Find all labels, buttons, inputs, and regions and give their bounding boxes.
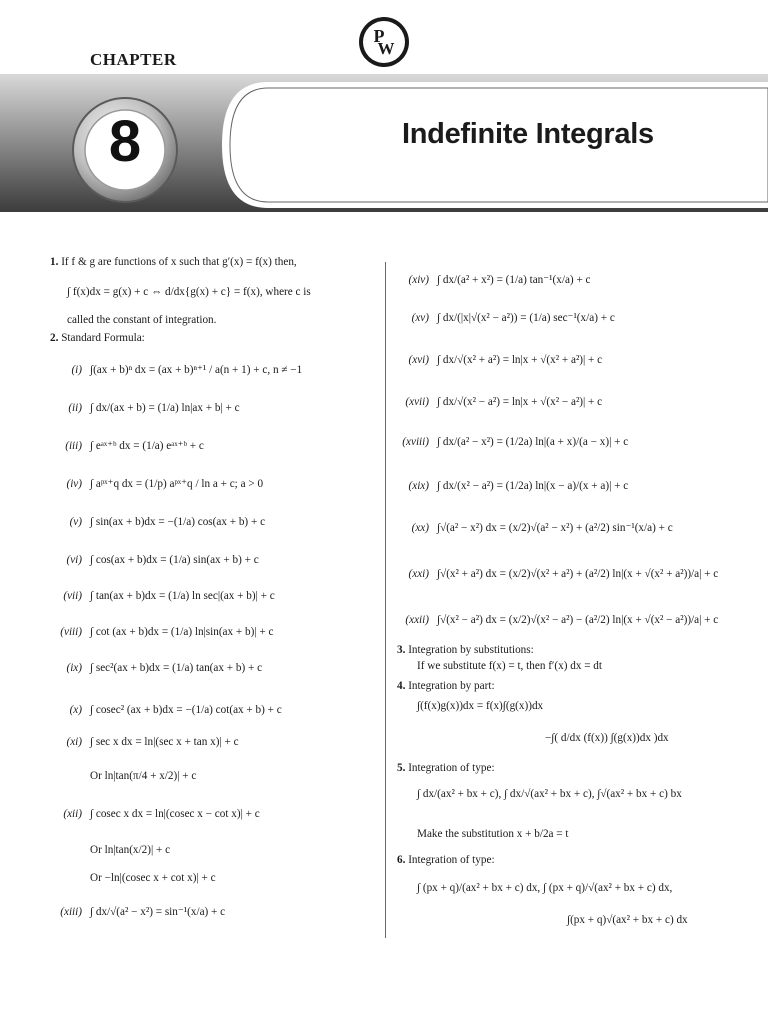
item-text: Standard Formula: [61,332,145,344]
formula-text: ∫√(x² + a²) dx = (x/2)√(x² + a²) + (a²/2) ln|(x + √(x² + a²))/a| + c [437,568,719,580]
formula-row [50,844,170,857]
formula-text: ∫ eᵃˣ⁺ᵇ dx = (1/a) eᵃˣ⁺ᵇ + c [90,440,204,452]
pw-logo-icon [357,15,411,69]
formula-row: (viii) ∫ cot (ax + b)dx = (1/a) ln|sin(ax + b)| + c [60,626,274,638]
formula-text: ∫ sec²(ax + b)dx = (1/a) tan(ax + b) + c [90,662,263,674]
formula-text: ∫ cosec x dx = ln|(cosec x − cot x)| + c [90,808,260,820]
formula-row: (iv) ∫ aᵖˣ⁺q dx = (1/p) aᵖˣ⁺q / ln a + c; a > 0 [66,478,264,490]
formula-text: ∫ aᵖˣ⁺q dx = (1/p) aᵖˣ⁺q / ln a + c; a > 0 [90,478,264,490]
formula-text: Or ln|tan(x/2)| + c [90,844,171,856]
chapter-header [0,0,768,220]
formula-row: (xx) ∫√(a² − x²) dx = (x/2)√(a² − x²) + (a²/2) sin⁻¹(x/a) + c [411,522,673,534]
item-1 [50,256,297,269]
formula-row: (xii) ∫ cosec x dx = ln|(cosec x − cot x)| + c [63,808,260,820]
svg-text:W: W [377,39,395,58]
formula-text: ∫ dx/√(x² − a²) = ln|x + √(x² − a²)| + c [437,396,603,408]
formula-row: (xxi) ∫√(x² + a²) dx = (x/2)√(x² + a²) + (a²/2) ln|(x + √(x² + a²))/a| + c [408,568,719,580]
item-3: 3. Integration by substitutions: [397,644,534,656]
svg-text:P: P [373,26,385,46]
formula-row: (xix) ∫ dx/(x² − a²) = (1/2a) ln|(x − a)/(x + a)| + c [408,480,629,492]
item-5: 5. Integration of type: [397,762,495,774]
formula-text: ∫√(a² − x²) dx = (x/2)√(a² − x²) + (a²/2) sin⁻¹(x/a) + c [437,522,673,534]
formula-row: (xxii) ∫√(x² − a²) dx = (x/2)√(x² − a²) − (a²/2) ln|(x + √(x² − a²))/a| + c [405,614,719,626]
formula-row: (xviii) ∫ dx/(a² − x²) = (1/2a) ln|(a + x)/(a − x)| + c [402,436,629,448]
formula-text: ∫ dx/√(a² − x²) = sin⁻¹(x/a) + c [90,906,226,918]
formula-row: (i) ∫(ax + b)ⁿ dx = (ax + b)ⁿ⁺¹ / a(n + 1) + c, n ≠ −1 [71,364,303,376]
item-3-body: If we substitute f(x) = t, then f′(x) dx = dt [417,660,603,672]
formula-row: (xiv) ∫ dx/(a² + x²) = (1/a) tan⁻¹(x/a) + c [408,274,591,286]
formula-text: ∫ cosec² (ax + b)dx = −(1/a) cot(ax + b) + c [90,704,282,716]
formula-row: (v) ∫ sin(ax + b)dx = −(1/a) cos(ax + b) + c [69,516,266,528]
formula-text: ∫ dx/(|x|√(x² − a²)) = (1/a) sec⁻¹(x/a) + c [437,312,615,324]
formula-row: (xiii) ∫ dx/√(a² − x²) = sin⁻¹(x/a) + c [60,906,226,918]
formula-text: ∫(ax + b)ⁿ dx = (ax + b)ⁿ⁺¹ / a(n + 1) + c, n ≠ −1 [90,364,303,376]
item-4-line-1: ∫(f(x)g(x))dx = f(x)∫(g(x))dx [417,700,544,712]
item-6: 6. Integration of type: [397,854,495,866]
item-2 [50,332,145,345]
formula-text: ∫ sec x dx = ln|(sec x + tan x)| + c [90,736,239,748]
item-6-line-2: ∫(px + q)√(ax² + bx + c) dx [567,914,688,926]
formula-text: ∫ dx/(a² + x²) = (1/a) tan⁻¹(x/a) + c [437,274,591,286]
chapter-title: Indefinite Integrals [402,118,654,150]
formula-row: (ii) ∫ dx/(ax + b) = (1/a) ln|ax + b| + c [68,402,240,414]
formula-row: (vi) ∫ cos(ax + b)dx = (1/a) sin(ax + b) + c [66,554,259,566]
formula-text: ∫ dx/(ax + b) = (1/a) ln|ax + b| + c [90,402,240,414]
formula-row: (vii) ∫ tan(ax + b)dx = (1/a) ln sec|(ax + b)| + c [63,590,275,602]
formula-row: (xv) ∫ dx/(|x|√(x² − a²)) = (1/a) sec⁻¹(x/a) + c [411,312,615,324]
formula-text: ∫ cot (ax + b)dx = (1/a) ln|sin(ax + b)| + c [90,626,274,638]
chapter-number: 8 [108,109,142,174]
formula-text: ∫ dx/√(x² + a²) = ln|x + √(x² + a²)| + c [437,354,603,366]
column-divider [385,262,386,938]
formula-row: (xi) ∫ sec x dx = ln|(sec x + tan x)| + c [66,736,239,748]
formula-text: ∫√(x² − a²) dx = (x/2)√(x² − a²) − (a²/2) ln|(x + √(x² − a²))/a| + c [437,614,719,626]
pw-logo [357,15,411,69]
formula-text: ∫ dx/(a² − x²) = (1/2a) ln|(a + x)/(a − x)| + c [437,436,629,448]
item-5-line-2: Make the substitution x + b/2a = t [417,828,569,840]
formula-row [50,872,216,885]
formula-row: (xvi) ∫ dx/√(x² + a²) = ln|x + √(x² + a²)| + c [408,354,603,366]
item-number: 2. [50,332,59,344]
formula-row [50,770,196,783]
formula-row: (iii) ∫ eᵃˣ⁺ᵇ dx = (1/a) eᵃˣ⁺ᵇ + c [65,440,204,452]
formula-text: Or ln|tan(π/4 + x/2)| + c [90,770,197,782]
item-4-line-2: −∫( d/dx (f(x)) ∫(g(x))dx )dx [545,732,669,744]
formula-row: (xvii) ∫ dx/√(x² − a²) = ln|x + √(x² − a²)| + c [405,396,603,408]
formula-row: (ix) ∫ sec²(ax + b)dx = (1/a) tan(ax + b) + c [66,662,263,674]
formula-text: ∫ tan(ax + b)dx = (1/a) ln sec|(ax + b)| + c [90,590,275,602]
formula-row: (x) ∫ cosec² (ax + b)dx = −(1/a) cot(ax + b) + c [69,704,282,716]
formula-text: ∫ cos(ax + b)dx = (1/a) sin(ax + b) + c [90,554,259,566]
definition-tail: called the constant of integration. [67,314,217,326]
item-6-line-1: ∫ (px + q)/(ax² + bx + c) dx, ∫ (px + q)/√(ax² + bx + c) dx, [417,882,673,894]
definition-formula: ∫ f(x)dx = g(x) + c ⇔ d/dx{g(x) + c} = f(x), where c is [67,286,311,298]
formula-text: ∫ sin(ax + b)dx = −(1/a) cos(ax + b) + c [90,516,266,528]
item-5-line-1: ∫ dx/(ax² + bx + c), ∫ dx/√(ax² + bx + c), ∫√(ax² + bx + c) bx [417,788,682,800]
chapter-label: CHAPTER [90,50,177,69]
item-4: 4. Integration by part: [397,680,495,692]
item-number: 1. [50,256,59,268]
item-text: If f & g are functions of x such that g′(x) = f(x) then, [61,256,297,268]
formula-text: ∫ dx/(x² − a²) = (1/2a) ln|(x − a)/(x + a)| + c [437,480,629,492]
formula-text: Or −ln|(cosec x + cot x)| + c [90,872,216,884]
